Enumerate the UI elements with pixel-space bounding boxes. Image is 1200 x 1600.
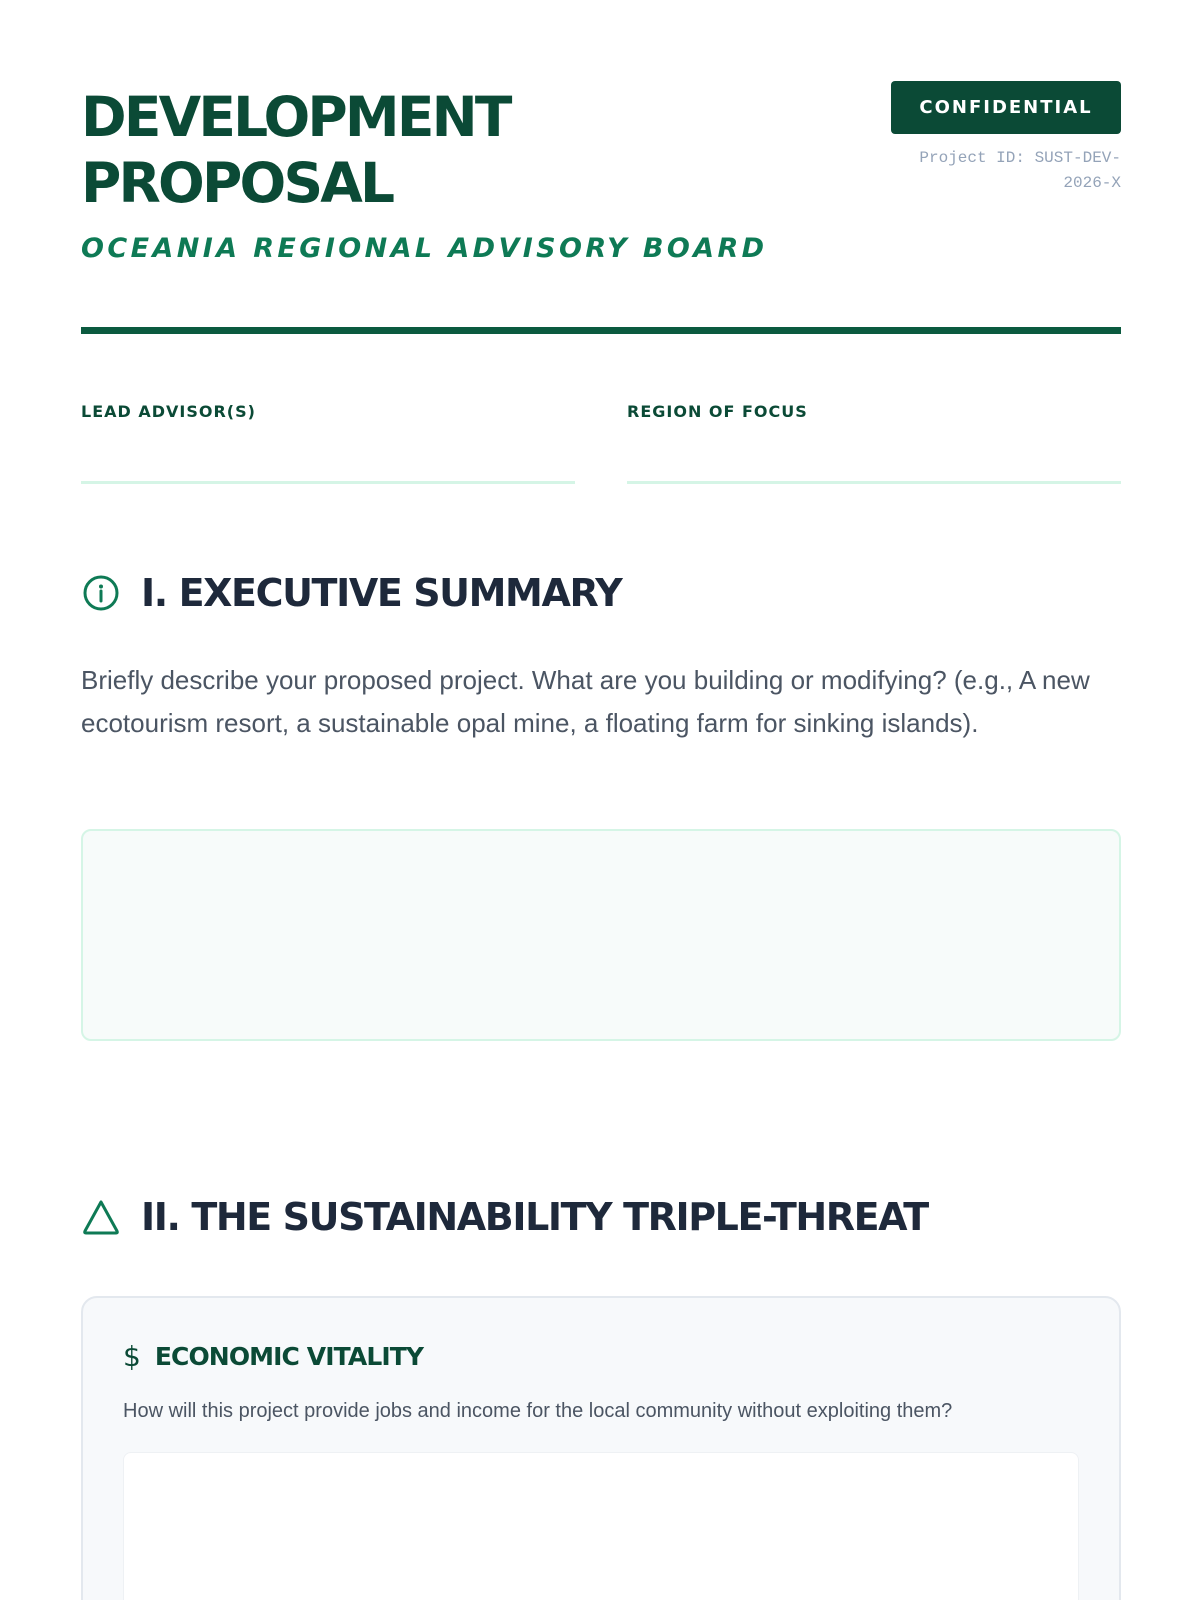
executive-summary-input[interactable] (81, 829, 1121, 1041)
lead-advisor-label: LEAD ADVISOR(S) (81, 402, 256, 421)
economic-vitality-card (81, 1296, 1121, 1600)
economic-vitality-header (123, 1340, 423, 1373)
executive-summary-title: I. EXECUTIVE SUMMARY (141, 571, 622, 615)
triangle-icon (81, 1197, 121, 1237)
document-subtitle: OCEANIA REGIONAL ADVISORY BOARD (81, 233, 768, 264)
triple-threat-title: II. THE SUSTAINABILITY TRIPLE-THREAT (141, 1195, 928, 1239)
lead-advisor-field[interactable] (81, 402, 575, 421)
executive-summary-heading (81, 571, 621, 615)
document-header (81, 84, 1121, 264)
confidential-badge: CONFIDENTIAL (891, 81, 1121, 134)
dollar-icon: $ (123, 1340, 141, 1373)
project-id: Project ID: SUST-DEV-2026-X (919, 149, 1121, 192)
info-circle-icon (81, 573, 121, 613)
region-field[interactable] (627, 402, 1121, 421)
economic-vitality-title: ECONOMIC VITALITY (154, 1342, 424, 1371)
lead-advisor-input-line[interactable] (81, 481, 575, 484)
region-label: REGION OF FOCUS (627, 402, 808, 421)
executive-summary-description: Briefly describe your proposed project. What are you building or modifying? (e.g., A new ecotourism resort, a sustainable opal mine, a floating farm for sinking islands). (81, 665, 1090, 738)
triple-threat-heading (81, 1195, 928, 1239)
economic-vitality-input[interactable] (123, 1452, 1079, 1600)
header-divider (81, 327, 1121, 334)
document-title: DEVELOPMENT PROPOSAL (81, 85, 510, 215)
economic-vitality-question: How will this project provide jobs and income for the local community without exploiting them? (123, 1400, 953, 1422)
region-input-line[interactable] (627, 481, 1121, 484)
